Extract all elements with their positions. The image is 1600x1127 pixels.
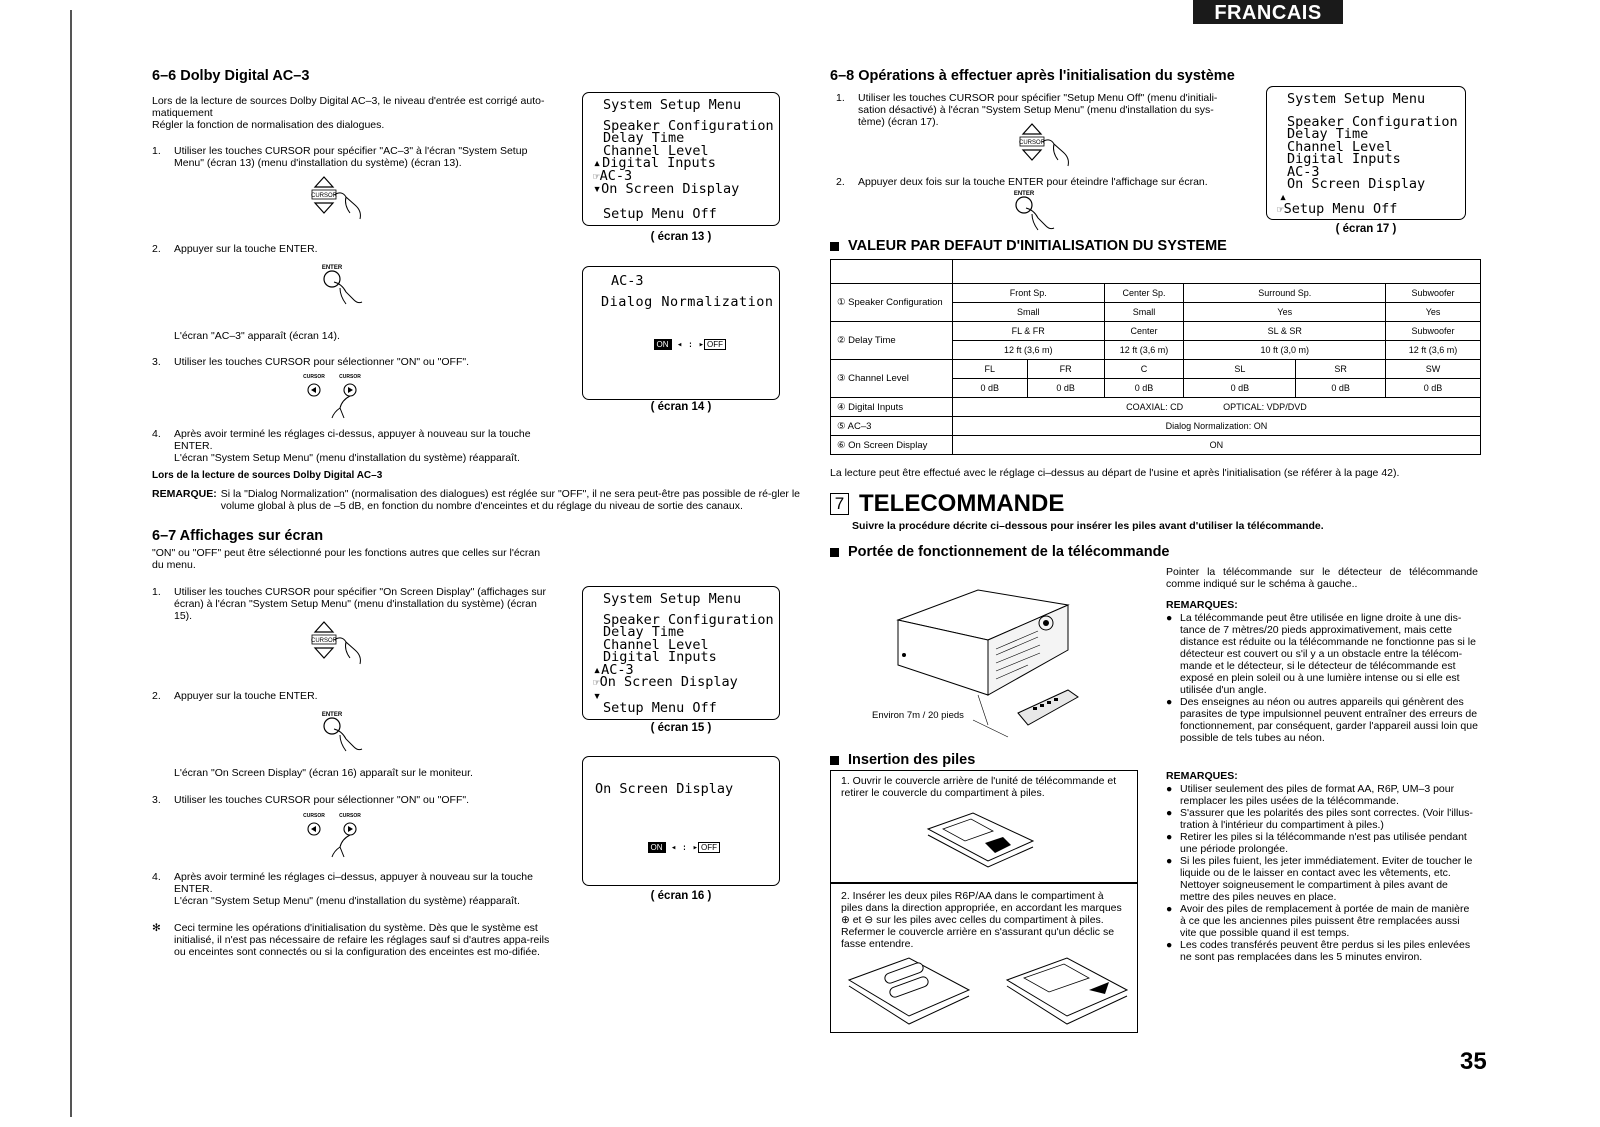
cursor-leftright-icon: [300, 372, 380, 422]
caption-15: ( écran 15 ): [650, 722, 712, 734]
s66-remark: REMARQUE: Si la "Dialog Normalization" (normalisation des dialogues) est réglée sur "OFF", il ne sera peut-être pas possible de ré-gler le volume global à plus de –5 dB, en fonction du nombre d'enceintes et du réglage du niveau de sortie des canaux.: [152, 488, 801, 512]
table-row: ⑥ On Screen Display ON: [831, 436, 1481, 455]
page-number: 35: [1460, 1048, 1487, 1075]
table-row: ⑤ AC–3 Dialog Normalization: ON: [831, 417, 1481, 436]
s66-step2: 2. Appuyer sur la touche ENTER.: [152, 243, 318, 255]
s66-step1: 1. Utiliser les touches CURSOR pour spécifier "AC–3" à l'écran "System Setup Menu" (écran 13) (menu d'installation du système) (écran 13).: [152, 145, 528, 169]
s67-note2: L'écran "On Screen Display" (écran 16) apparaît sur le moniteur.: [174, 767, 473, 779]
svg-text:ENTER: ENTER: [321, 712, 343, 718]
svg-text:ENTER: ENTER: [321, 265, 343, 271]
caption-16: ( écran 16 ): [650, 890, 712, 902]
remarks-list-2: [1166, 783, 1478, 963]
table-header-blank-wide: [952, 260, 1480, 284]
svg-text:CURSOR: CURSOR: [339, 374, 361, 380]
s67-star-note: ✻ Ceci termine les opérations d'initialisation du système. Dès que le système est initialisé, il n'est pas nécessaire de refaire les réglages sauf si d'autres appa-reils ou enceintes sont connectés ou si la configuration des enceintes est mo-difiée.: [152, 922, 550, 958]
section-6-7-title: 6–7 Affichages sur écran: [152, 528, 324, 544]
cursor-updown-icon-3: [1008, 122, 1088, 167]
svg-text:ENTER: ENTER: [1013, 191, 1035, 197]
defaults-table: [830, 259, 1481, 455]
caption-13: ( écran 13 ): [650, 231, 712, 243]
list-item: ● Retirer les piles si la télécommande n'est pas utilisée pendant une période prolongée.: [1166, 831, 1467, 855]
section-7-title: TELECOMMANDE: [859, 490, 1065, 517]
insert-step-2-box: 2. Insérer les deux piles R6P/AA dans le compartiment à piles dans la direction appropriée, en accordant les marques ⊕ et ⊖ sur les piles avec celles du compartiment à piles. Refermer le couvercle arrière en s'assurant qu'un déclic se fasse entendre.: [830, 883, 1138, 1033]
screen-14: AC-3 Dialog Normalization ON ◂ : ▸ OFF: [582, 266, 780, 400]
binding-rule: [70, 10, 72, 1117]
cursor-updown-icon-2: [300, 620, 380, 665]
s67-step3: 3. Utiliser les touches CURSOR pour sélectionner "ON" ou "OFF".: [152, 794, 470, 806]
table-row: ④ Digital Inputs COAXIAL: CD OPTICAL: VDP/DVD: [831, 398, 1481, 417]
range-text: Pointer la télécommande sur le détecteur de télécommande comme indiqué sur le schéma à gauche..: [1166, 566, 1478, 590]
table-row: ③ Channel Level FL FR C SL SR SW: [831, 360, 1481, 379]
svg-text:CURSOR: CURSOR: [310, 638, 338, 644]
s68-step1: 1. Utiliser les touches CURSOR pour spécifier "Setup Menu Off" (menu d'initiali-sation désactivé) à l'écran "System Setup Menu" (menu d'installation du sys-tème) (écran 17).: [836, 92, 1218, 128]
caption-14: ( écran 14 ): [650, 401, 712, 413]
screen-16: On Screen Display ON ◂ : ▸ OFF: [582, 756, 780, 886]
range-title: Portée de fonctionnement de la télécommande: [830, 544, 1170, 560]
list-item: ● Des enseignes au néon ou autres appareils qui génèrent des parasites de type impulsionnel peuvent entraîner des erreurs de fonctionnement, par conséquent, garder l'appareil aussi loin que possible de tels tubes au néon.: [1166, 696, 1478, 744]
s67-step1: 1. Utiliser les touches CURSOR pour spécifier "On Screen Display" (affichages sur écran) à l'écran "System Setup Menu" (menu d'installation du système) (écran 15).: [152, 586, 546, 622]
s66-note2: L'écran "AC–3" apparaît (écran 14).: [174, 330, 340, 342]
on-option-2: ON: [648, 842, 666, 853]
table-row: ② Delay Time FL & FR Center SL & SR Subwoofer: [831, 322, 1481, 341]
table-row: ① Speaker Configuration Front Sp. Center Sp. Surround Sp. Subwoofer: [831, 284, 1481, 303]
section-number-box: 7: [830, 493, 849, 515]
section-6-6-title: 6–6 Dolby Digital AC–3: [152, 68, 310, 84]
table-row: 12 ft (3,6 m) 12 ft (3,6 m) 10 ft (3,0 m) 12 ft (3,6 m): [831, 341, 1481, 360]
enter-button-icon-2: [318, 709, 378, 754]
remarks-list-1: [1166, 612, 1478, 744]
caption-17: ( écran 17 ): [1335, 223, 1397, 235]
defaults-title: VALEUR PAR DEFAUT D'INITIALISATION DU SYSTEME: [830, 238, 1227, 254]
on-option: ON: [654, 339, 672, 350]
svg-text:CURSOR: CURSOR: [303, 374, 325, 380]
section-6-8-title: 6–8 Opérations à effectuer après l'initialisation du système: [830, 68, 1235, 84]
list-item: ● La télécommande peut être utilisée en ligne droite à une dis-tance de 7 mètres/20 pieds approximativement, mais cette distance est réduite ou la télécommande ne fonctionne pas si le détecteur est couvert ou s'il y a un obstacle entre la télécom-mande et le détecteur, si le détecteur de télécommande est exposé en plein soleil ou à une lumière intense ou si elle est utilisée d'un angle.: [1166, 612, 1476, 696]
off-option: OFF: [704, 339, 726, 350]
remarks-label-1: REMARQUES:: [1166, 599, 1238, 611]
enter-button-icon: [318, 262, 378, 307]
screen-13: System Setup Menu Speaker Configuration Delay Time Channel Level ▴Digital Inputs ☞AC-3 ▾On Screen Display Setup Menu Off: [582, 92, 780, 226]
range-label: Environ 7m / 20 pieds: [872, 710, 964, 721]
s7-subtitle: Suivre la procédure décrite ci–dessous pour insérer les piles avant d'utiliser la télécommande.: [852, 520, 1324, 532]
s66-bold-note: Lors de la lecture de sources Dolby Digital AC–3: [152, 470, 383, 481]
insert-title: Insertion des piles: [830, 752, 975, 768]
remarks-label-2: REMARQUES:: [1166, 770, 1238, 782]
svg-text:CURSOR: CURSOR: [310, 193, 338, 199]
s67-step4: 4. Après avoir terminé les réglages ci–dessus, appuyer à nouveau sur la touche ENTER. L'écran "System Setup Menu" (menu d'installation du système) réapparaît.: [152, 871, 533, 907]
defaults-footnote: La lecture peut être effectué avec le réglage ci–dessus au départ de l'usine et après l'initialisation (se référer à la page 42).: [830, 467, 1400, 479]
list-item: ● Avoir des piles de remplacement à portée de main de manière à ce que les anciennes piles puissent être remplacées aussi vite que possible quand il est temps.: [1166, 903, 1470, 939]
list-item: ● Utiliser seulement des piles de format AA, R6P, UM–3 pour remplacer les piles usées de la télécommande.: [1166, 783, 1455, 807]
list-item: ● S'assurer que les polarités des piles sont correctes. (Voir l'illus-tration à l'intérieur du compartiment à piles.): [1166, 807, 1473, 831]
cursor-updown-icon: [300, 175, 380, 220]
s67-step2: 2. Appuyer sur la touche ENTER.: [152, 690, 318, 702]
svg-text:CURSOR: CURSOR: [1018, 140, 1046, 146]
off-option-2: OFF: [698, 842, 720, 853]
screen-17: System Setup Menu Speaker Configuration Delay Time Channel Level Digital Inputs AC-3 On Screen Display ▴ ☞Setup Menu Off: [1266, 86, 1466, 220]
receiver-remote-illustration: [868, 565, 1128, 760]
remote-back-cover-illustration: [923, 811, 1043, 871]
s66-step3: 3. Utiliser les touches CURSOR pour sélectionner "ON" ou "OFF".: [152, 356, 470, 368]
list-item: ● Les codes transférés peuvent être perdus si les piles enlevées ne sont pas remplacées dans les 5 minutes environ.: [1166, 939, 1471, 963]
insert-step-1-box: 1. Ouvrir le couvercle arrière de l'unité de télécommande et retirer le couvercle du compartiment à piles.: [830, 770, 1138, 883]
table-row: Small Small Yes Yes: [831, 303, 1481, 322]
svg-text:CURSOR: CURSOR: [303, 813, 325, 819]
table-header-blank: [831, 260, 953, 284]
s66-step4: 4. Après avoir terminé les réglages ci-dessus, appuyer à nouveau sur la touche ENTER. L'écran "System Setup Menu" (menu d'installation du système) réapparaît.: [152, 428, 531, 464]
s67-intro: "ON" ou "OFF" peut être sélectionné pour les fonctions autres que celles sur l'écran du menu.: [152, 547, 541, 571]
s68-step2: 2. Appuyer deux fois sur la touche ENTER pour éteindre l'affichage sur écran.: [836, 176, 1208, 188]
battery-insertion-illustration: [839, 950, 1129, 1032]
cursor-leftright-icon-2: [300, 811, 380, 861]
s66-intro: Lors de la lecture de sources Dolby Digital AC–3, le niveau d'entrée est corrigé auto-matiquement Régler la fonction de normalisation des dialogues.: [152, 95, 545, 131]
enter-button-icon-3: [1010, 188, 1070, 233]
svg-text:CURSOR: CURSOR: [339, 813, 361, 819]
language-tab: FRANCAIS: [1193, 0, 1343, 24]
list-item: ● Si les piles fuient, les jeter immédiatement. Eviter de toucher le liquide ou de le laisser en contact avec les vêtements, etc. Nettoyer soigneusement le compartiment à piles avant de mettre des piles neuves en place.: [1166, 855, 1473, 903]
screen-15: System Setup Menu Speaker Configuration Delay Time Channel Level Digital Inputs ▴AC-3 ☞On Screen Display ▾ Setup Menu Off: [582, 586, 780, 720]
table-row: 0 dB 0 dB 0 dB 0 dB 0 dB 0 dB: [831, 379, 1481, 398]
section-7-heading: [830, 490, 1064, 518]
